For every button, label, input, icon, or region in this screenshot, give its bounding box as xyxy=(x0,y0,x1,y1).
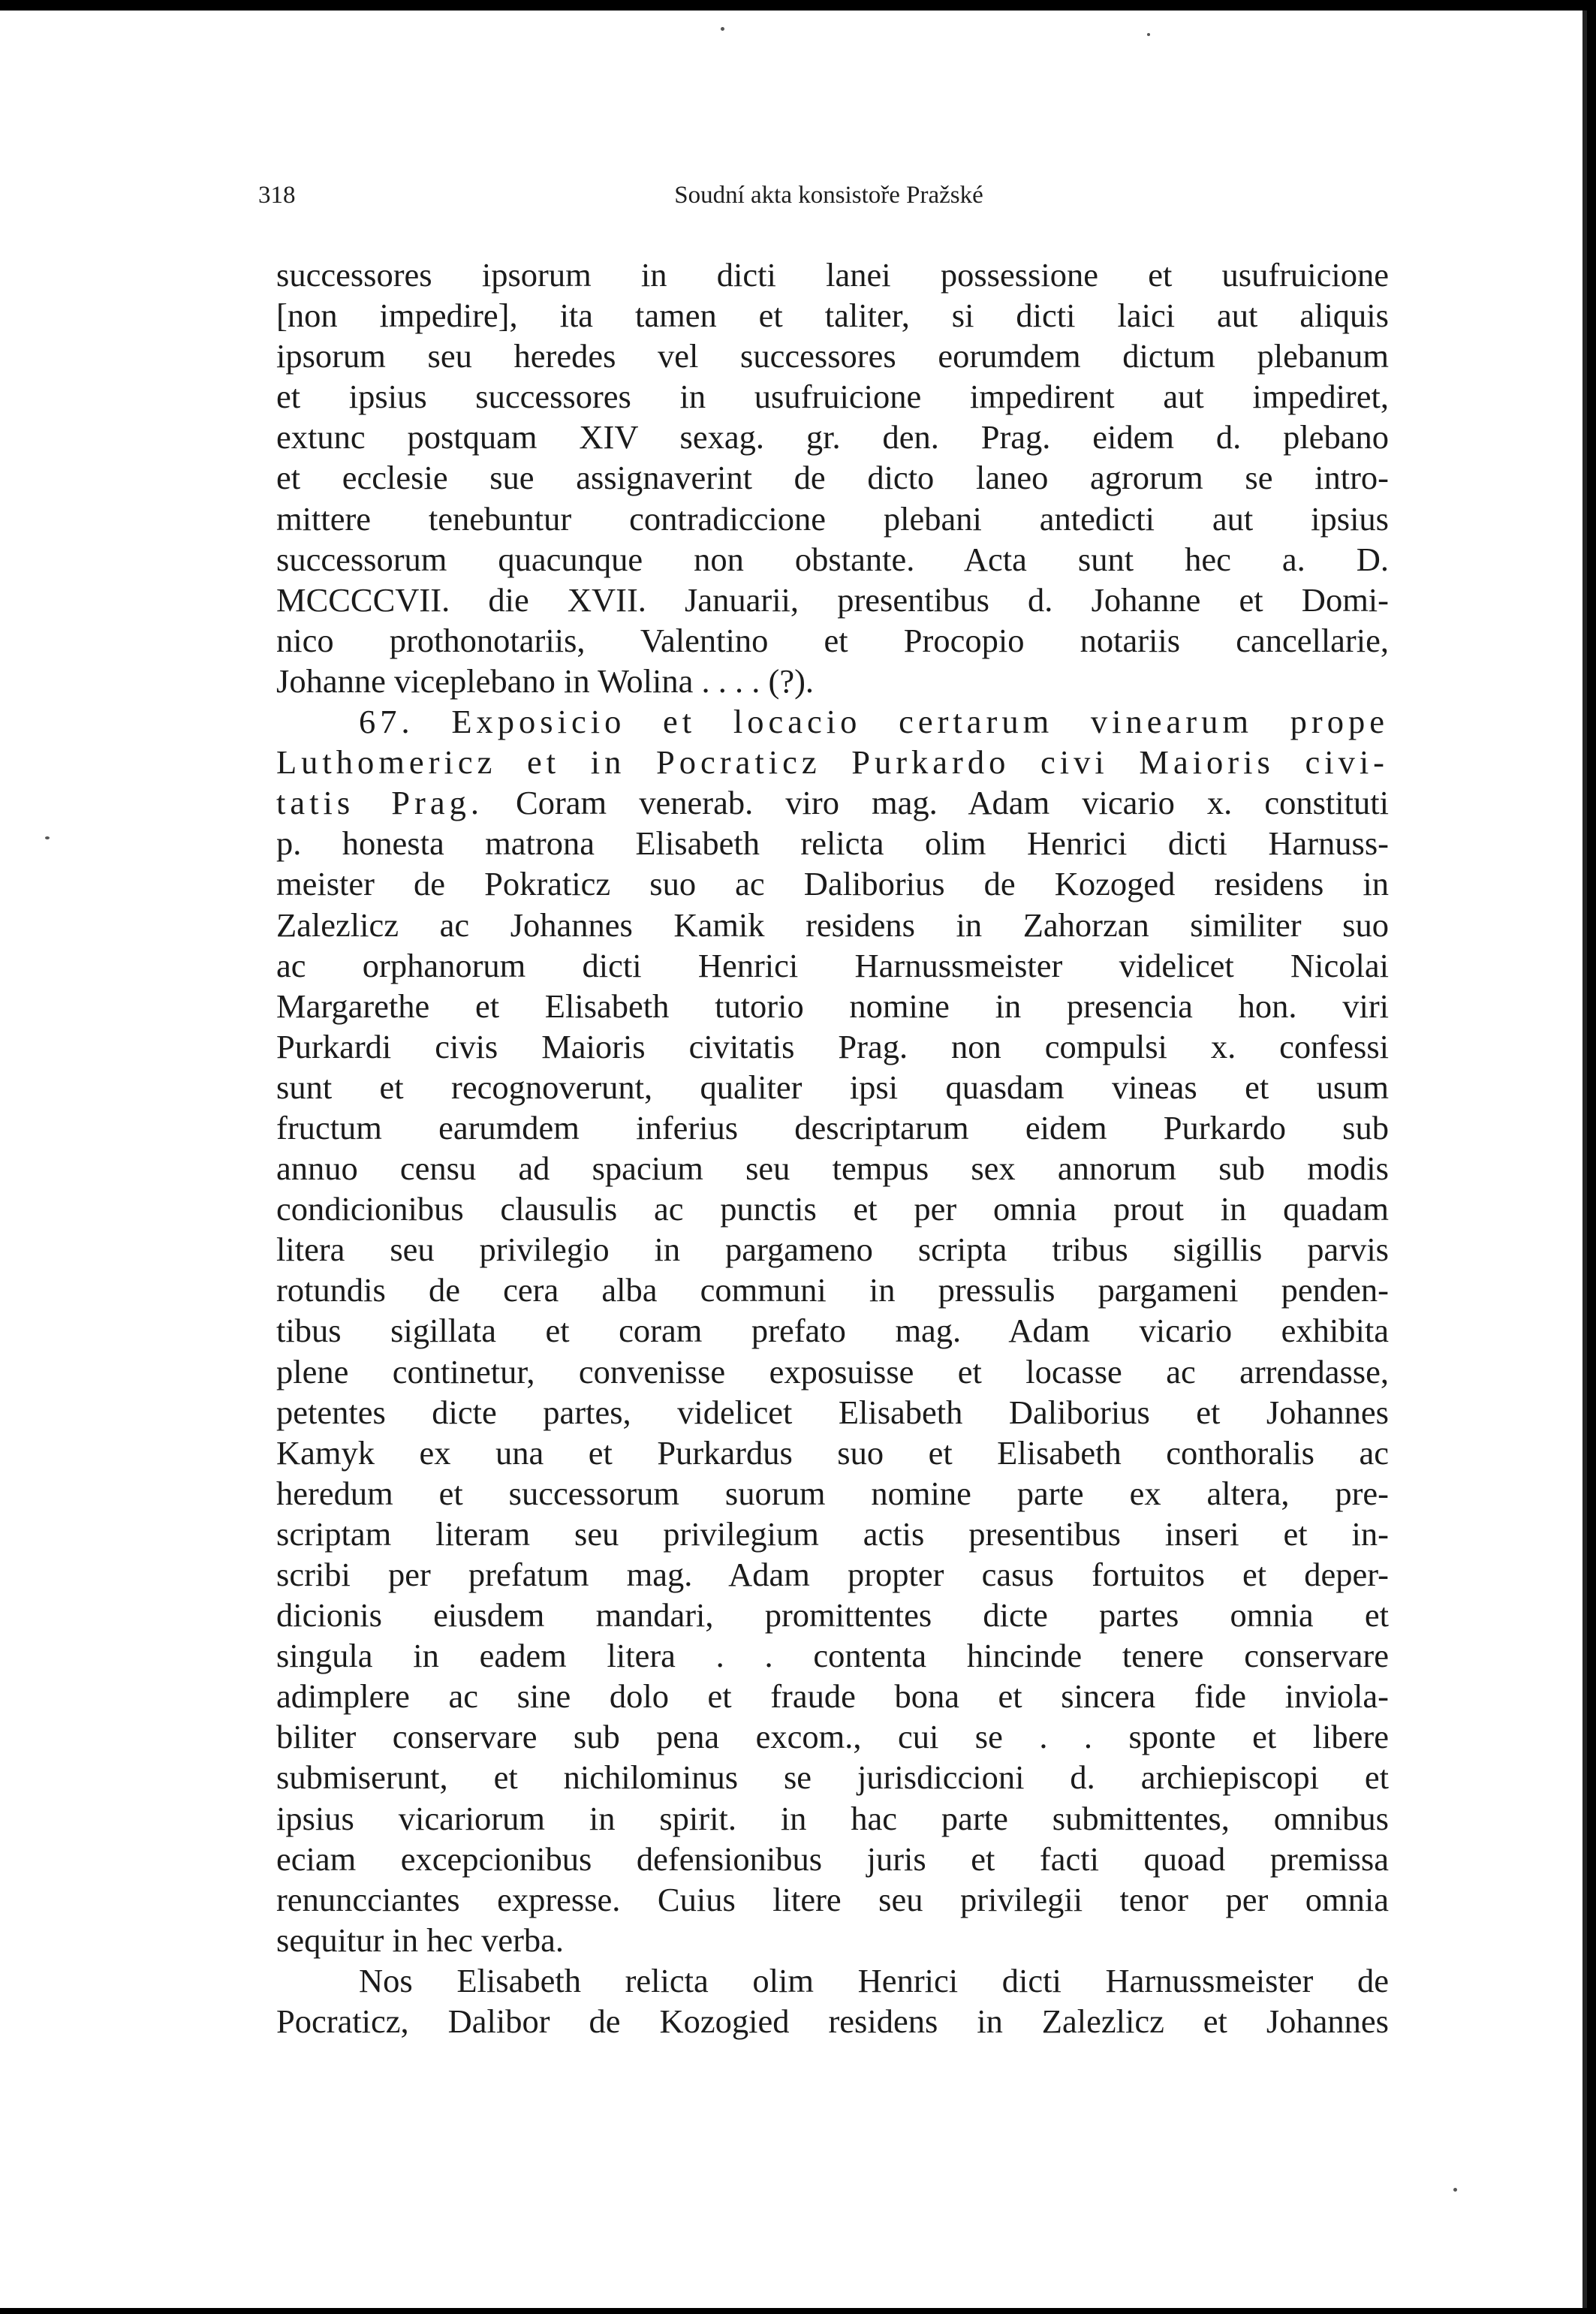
entry-title-spaced: tatis Prag. xyxy=(276,784,483,822)
text-line: successorum quacunque non obstante. Acta sunt hec a. D. xyxy=(276,540,1389,578)
text-line: fructum earumdem inferius descriptarum eidem Purkardo sub xyxy=(276,1108,1389,1146)
entry-title-spaced: Luthomericz et in Pocraticz Purkardo civi Maioris civi- xyxy=(276,743,1389,782)
text-segment: Coram venerab. viro mag. Adam vicario x. constituti xyxy=(483,784,1390,822)
text-line: ipsorum seu heredes vel successores eorumdem dictum plebanum xyxy=(276,337,1389,375)
text-line xyxy=(276,782,1389,823)
paragraph-3-first xyxy=(276,1960,1389,2001)
text-line: successores ipsorum in dicti lanei possessione et usufruicione xyxy=(276,256,1389,294)
entry-title-spaced: 67. Exposicio et locacio certarum vinearum prope xyxy=(359,703,1389,741)
text-line: scribi per prefatum mag. Adam propter casus fortuitos et deper- xyxy=(276,1556,1389,1593)
text-line: rotundis de cera alba communi in pressulis pargameni penden- xyxy=(276,1271,1389,1309)
text-line: nico prothonotariis, Valentino et Procopio notariis cancellarie, xyxy=(276,621,1389,659)
text-line: meister de Pokraticz suo ac Daliborius de Kozoged residens in xyxy=(276,865,1389,903)
page-header xyxy=(258,182,1399,219)
scan-speck xyxy=(721,27,724,31)
text-line: litera seu privilegio in pargameno scripta tribus sigillis parvis xyxy=(276,1231,1389,1269)
text-line: Johanne viceplebano in Wolina . . . . (?). xyxy=(276,661,815,700)
paragraph-2-end xyxy=(276,1920,1389,1960)
text-line: mittere tenebuntur contradiccione plebani antedicti aut ipsius xyxy=(276,499,1389,538)
text-line: sequitur in hec verba. xyxy=(276,1921,565,1959)
text-line: tibus sigillata et coram prefato mag. Adam vicario exhibita xyxy=(276,1312,1389,1350)
scan-speck xyxy=(1147,33,1150,36)
document-page xyxy=(0,11,1587,2308)
entry-67-title-line xyxy=(276,701,1389,742)
text-line: ipsius vicariorum in spirit. in hac parte submittentes, omnibus xyxy=(276,1799,1389,1837)
text-line: singula in eadem litera . . contenta hincinde tenere conservare xyxy=(276,1637,1389,1675)
text-line: extunc postquam XIV sexag. gr. den. Prag. eidem d. plebano xyxy=(276,418,1389,456)
text-line: Kamyk ex una et Purkardus suo et Elisabeth conthoralis ac xyxy=(276,1433,1389,1472)
text-line: sunt et recognoverunt, qualiter ipsi quasdam vineas et usum xyxy=(276,1068,1389,1106)
text-line: Margarethe et Elisabeth tutorio nomine in presencia hon. viri xyxy=(276,987,1389,1025)
text-line: p. honesta matrona Elisabeth relicta olim Henrici dicti Harnuss- xyxy=(276,824,1389,863)
text-line: [non impedire], ita tamen et taliter, si dicti laici aut aliquis xyxy=(276,297,1389,335)
text-line: eciam excepcionibus defensionibus juris et facti quoad premissa xyxy=(276,1839,1389,1878)
text-line: heredum et successorum suorum nomine parte ex altera, pre- xyxy=(276,1474,1389,1512)
text-line: et ipsius successores in usufruicione impedirent aut impediret, xyxy=(276,378,1389,416)
text-line: Purkardi civis Maioris civitatis Prag. non compulsi x. confessi xyxy=(276,1027,1389,1065)
text-line: annuo censu ad spacium seu tempus sex annorum sub modis xyxy=(276,1149,1389,1188)
paragraph-1-end xyxy=(276,661,1389,701)
running-title: Soudní akta konsistoře Pražské xyxy=(674,182,983,209)
text-line: petentes dicte partes, videlicet Elisabeth Daliborius et Johannes xyxy=(276,1393,1389,1431)
text-line: condicionibus clausulis ac punctis et per omnia prout in quadam xyxy=(276,1190,1389,1228)
text-line: plene continetur, convenisse exposuisse et locasse ac arrendasse, xyxy=(276,1352,1389,1391)
text-line: ac orphanorum dicti Henrici Harnussmeister videlicet Nicolai xyxy=(276,946,1389,984)
scan-speck xyxy=(1453,2188,1457,2192)
text-line: biliter conservare sub pena excom., cui se . . sponte et libere xyxy=(276,1718,1389,1756)
body-text xyxy=(276,255,1389,2041)
text-line: MCCCCVII. die XVII. Januarii, presentibus d. Johanne et Domi- xyxy=(276,580,1389,619)
text-line: dicionis eiusdem mandari, promittentes dicte partes omnia et xyxy=(276,1596,1389,1635)
page-number: 318 xyxy=(258,182,296,209)
paragraph-2 xyxy=(276,742,1389,1920)
text-line: renuncciantes expresse. Cuius litere seu privilegii tenor per omnia xyxy=(276,1880,1389,1918)
text-line: adimplere ac sine dolo et fraude bona et sincera fide inviola- xyxy=(276,1677,1389,1716)
text-line: Zalezlicz ac Johannes Kamik residens in Zahorzan similiter suo xyxy=(276,905,1389,944)
scan-speck xyxy=(45,836,50,839)
text-line: submiserunt, et nichilominus se jurisdiccioni d. archiepiscopi et xyxy=(276,1758,1389,1797)
text-line: et ecclesie sue assignaverint de dicto laneo agrorum se intro- xyxy=(276,459,1389,497)
paragraph-1 xyxy=(276,255,1389,661)
text-line: Pocraticz, Dalibor de Kozogied residens in Zalezlicz et Johannes xyxy=(276,2002,1389,2041)
paragraph-3 xyxy=(276,2001,1389,2041)
text-line: Nos Elisabeth relicta olim Henrici dicti Harnussmeister de xyxy=(359,1961,1389,1999)
text-line: scriptam literam seu privilegium actis presentibus inseri et in- xyxy=(276,1514,1389,1553)
